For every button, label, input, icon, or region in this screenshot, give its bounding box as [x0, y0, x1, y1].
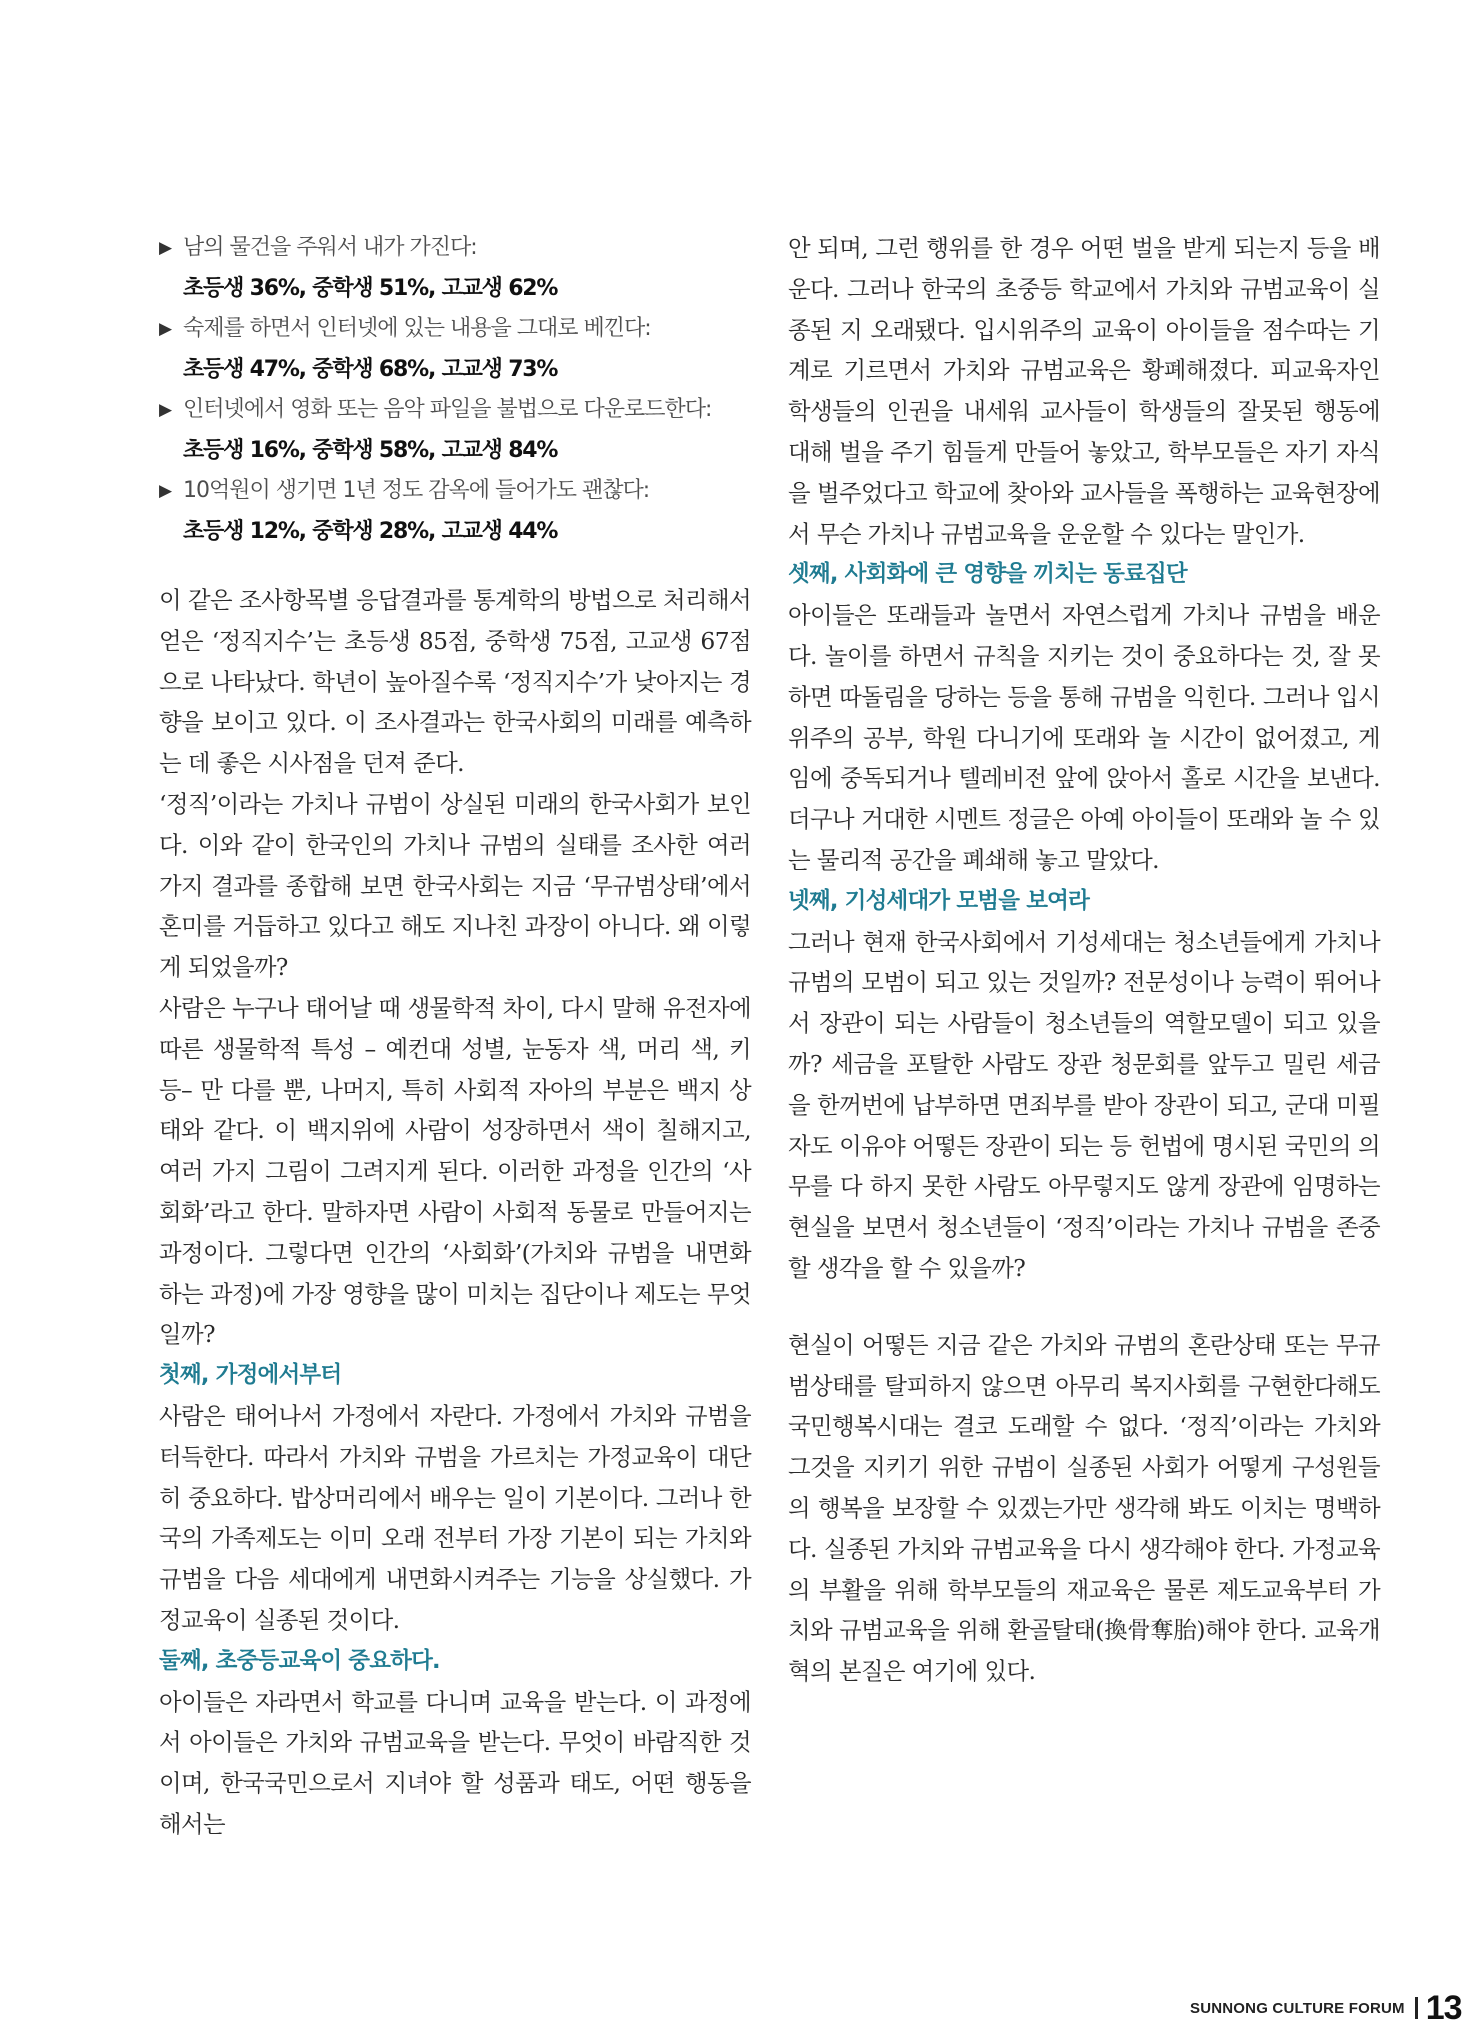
- footer-brand: SUNNONG CULTURE FORUM: [1190, 1999, 1405, 2017]
- survey-answer: 초등생 16%, 중학생 58%, 고교생 84%: [183, 437, 558, 463]
- body-paragraph: 안 되며, 그런 행위를 한 경우 어떤 벌을 받게 되는지 등을 배운다. 그러나 한국의 초중등 학교에서 가치와 규범교육이 실종된 지 오래됐다. 입시위주의 교육이 아이들을 점수따는 기계로 기르면서 가치와 규범교육은 황폐해졌다. 피교육자인 학생들의 인권을 내세워 교사들이 학생들의 잘못된 행동에 대해 벌을 주기 힘들게 만들어 놓았고, 학부모들은 자기 자식을 벌주었다고 학교에 찾아와 교사들을 폭행하는 교육현장에서 무슨 가치나 규범교육을 운운할 수 있다는 말인가.: [788, 234, 1380, 548]
- triangle-bullet-icon: ▶: [159, 319, 172, 339]
- body-paragraph: 사람은 누구나 태어날 때 생물학적 차이, 다시 말해 유전자에 따른 생물학적 특성 – 예컨대 성별, 눈동자 색, 머리 색, 키 등– 만 다를 뿐, 나머지, 특히 사회적 자아의 부분은 백지 상태와 같다. 이 백지위에 사람이 성장하면서 색이 칠해지고, 여러 가지 그림이 그려지게 된다. 이러한 과정을 인간의 ‘사회화’라고 한다. 말하자면 사람이 사회적 동물로 만들어지는 과정이다. 그렇다면 인간의 ‘사회화’(가치와 규범을 내면화 하는 과정)에 가장 영향을 많이 미치는 집단이나 제도는 무엇일까?: [159, 993, 751, 1349]
- survey-answer: 초등생 36%, 중학생 51%, 고교생 62%: [183, 275, 558, 301]
- survey-answer: 초등생 12%, 중학생 28%, 고교생 44%: [183, 518, 558, 544]
- section-heading: 넷째, 기성세대가 모범을 보여라: [788, 887, 1090, 914]
- triangle-bullet-icon: ▶: [159, 238, 172, 258]
- survey-question: ▶ 숙제를 하면서 인터넷에 있는 내용을 그대로 베낀다:: [159, 309, 751, 350]
- triangle-bullet-icon: ▶: [159, 400, 172, 420]
- section-heading: 둘째, 초중등교육이 중요하다.: [159, 1647, 440, 1674]
- survey-question: ▶ 남의 물건을 주워서 내가 가진다:: [159, 228, 751, 269]
- body-paragraph: 현실이 어떻든 지금 같은 가치와 규범의 혼란상태 또는 무규범상태를 탈피하지 않으면 아무리 복지사회를 구현한다해도 국민행복시대는 결코 도래할 수 없다. ‘정직’이라는 가치와 그것을 지키기 위한 규범이 실종된 사회가 어떻게 구성원들의 행복을 보장할 수 있겠는가만 생각해 봐도 이치는 명백하다. 실종된 가치와 규범교육을 다시 생각해야 한다. 가정교육의 부활을 위해 학부모들의 재교육은 물론 제도교육부터 가치와 규범교육을 위해 환골탈태(換骨奪胎)해야 한다. 교육개혁의 본질은 여기에 있다.: [788, 1330, 1380, 1686]
- page-footer: [1190, 1988, 1462, 2028]
- footer-divider: [1415, 1997, 1418, 2019]
- section-heading: 첫째, 가정에서부터: [159, 1362, 342, 1389]
- body-paragraph: 그러나 현재 한국사회에서 기성세대는 청소년들에게 가치나 규범의 모범이 되고 있는 것일까? 전문성이나 능력이 뛰어나서 장관이 되는 사람들이 청소년들의 역할모델이 되고 있을까? 세금을 포탈한 사람도 장관 청문회를 앞두고 밀린 세금을 한꺼번에 납부하면 면죄부를 받아 장관이 되고, 군대 미필자도 이유야 어떻든 장관이 되는 등 헌법에 명시된 국민의 의무를 다 하지 못한 사람도 아무렇지도 않게 장관에 임명하는 현실을 보면서 청소년들이 ‘정직’이라는 가치나 규범을 존중할 생각을 할 수 있을까?: [788, 927, 1380, 1282]
- survey-question: ▶ 10억원이 생기면 1년 정도 감옥에 들어가도 괜찮다:: [159, 471, 751, 512]
- body-paragraph: 아이들은 또래들과 놀면서 자연스럽게 가치나 규범을 배운다. 놀이를 하면서 규칙을 지키는 것이 중요하다는 것, 잘 못하면 따돌림을 당하는 등을 통해 규범을 익힌다. 그러나 입시위주의 공부, 학원 다니기에 또래와 놀 시간이 없어졌고, 게임에 중독되거나 텔레비전 앞에 앉아서 홀로 시간을 보낸다. 더구나 거대한 시멘트 정글은 아예 아이들이 또래와 놀 수 있는 물리적 공간을 폐쇄해 놓고 말았다.: [788, 601, 1380, 874]
- page-number: 13: [1425, 1988, 1462, 2027]
- body-paragraph: 아이들은 자라면서 학교를 다니며 교육을 받는다. 이 과정에서 아이들은 가치와 규범교육을 받는다. 무엇이 바람직한 것이며, 한국국민으로서 지녀야 할 성품과 태도, 어떤 행동을 해서는: [159, 1687, 751, 1838]
- body-paragraph: 이 같은 조사항목별 응답결과를 통계학의 방법으로 처리해서 얻은 ‘정직지수’는 초등생 85점, 중학생 75점, 고교생 67점으로 나타났다. 학년이 높아질수록 ‘정직지수’가 낮아지는 경향을 보이고 있다. 이 조사결과는 한국사회의 미래를 예측하는 데 좋은 시사점을 던져 준다.: [159, 586, 751, 778]
- survey-list: [159, 228, 751, 552]
- survey-answer: 초등생 47%, 중학생 68%, 고교생 73%: [183, 356, 558, 382]
- triangle-bullet-icon: ▶: [159, 481, 172, 501]
- body-paragraph: 사람은 태어나서 가정에서 자란다. 가정에서 가치와 규범을 터득한다. 따라서 가치와 규범을 가르치는 가정교육이 대단히 중요하다. 밥상머리에서 배우는 일이 기본이다. 그러나 한국의 가족제도는 이미 오래 전부터 가장 기본이 되는 가치와 규범을 다음 세대에게 내면화시켜주는 기능을 상실했다. 가정교육이 실종된 것이다.: [159, 1401, 751, 1634]
- body-paragraph: ‘정직’이라는 가치나 규범이 상실된 미래의 한국사회가 보인다. 이와 같이 한국인의 가치나 규범의 실태를 조사한 여러 가지 결과를 종합해 보면 한국사회는 지금 ‘무규범상태’에서 혼미를 거듭하고 있다고 해도 지나친 과장이 아니다. 왜 이렇게 되었을까?: [159, 789, 751, 982]
- right-column: [788, 228, 1380, 1692]
- survey-question: ▶ 인터넷에서 영화 또는 음악 파일을 불법으로 다운로드한다:: [159, 390, 751, 431]
- left-column: [159, 228, 751, 1845]
- section-heading: 셋째, 사회화에 큰 영향을 끼치는 동료집단: [788, 561, 1187, 588]
